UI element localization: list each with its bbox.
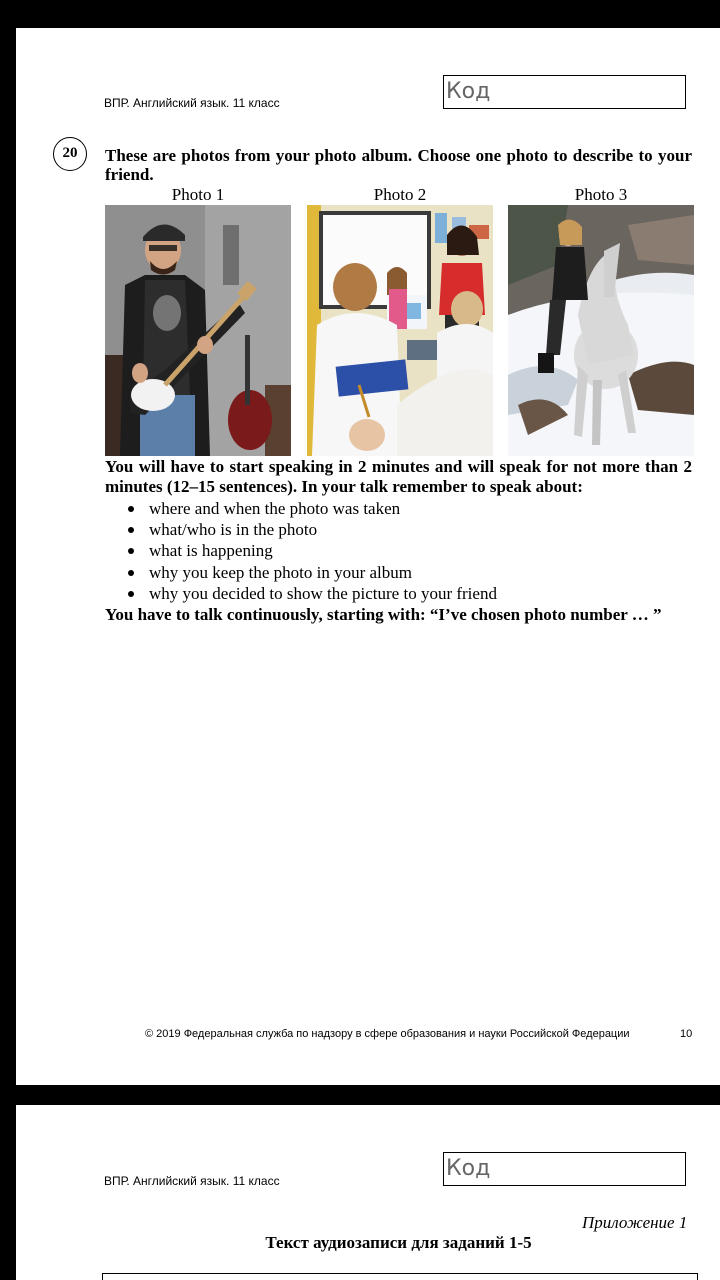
talking-points xyxy=(105,498,497,604)
transcript-table xyxy=(102,1273,698,1280)
page-footer: © 2019 Федеральная служба по надзору в сфере образования и науки Российской Федерации xyxy=(145,1028,630,1040)
page-number: 10 xyxy=(680,1028,693,1040)
appendix-title: Текст аудиозаписи для заданий 1-5 xyxy=(265,1233,532,1252)
list-item: what is happening xyxy=(105,540,497,561)
task-instructions: You will have to start speaking in 2 minutes and will speak for not more than 2 minutes (12–15 sentences). In your talk remember to speak about: xyxy=(105,457,692,496)
list-item: why you keep the photo in your album xyxy=(105,562,497,583)
list-item: where and when the photo was taken xyxy=(105,498,497,519)
horse-rider-photo xyxy=(508,205,694,456)
list-item: what/who is in the photo xyxy=(105,519,497,540)
list-item: why you decided to show the picture to your friend xyxy=(105,583,497,604)
page-header: ВПР. Английский язык. 11 класс xyxy=(104,1174,280,1188)
guitarist-photo xyxy=(105,205,291,456)
photo-1-caption: Photo 1 xyxy=(171,185,225,204)
bullet-icon xyxy=(128,506,134,512)
page-appendix xyxy=(16,1105,720,1280)
bullet-icon xyxy=(128,570,134,576)
classroom-photo xyxy=(307,205,493,456)
appendix-label: Приложение 1 xyxy=(582,1213,688,1232)
photo-2-caption: Photo 2 xyxy=(373,185,427,204)
question-number: 20 xyxy=(53,137,87,171)
page-10 xyxy=(16,28,720,1085)
page-header: ВПР. Английский язык. 11 класс xyxy=(104,96,280,110)
bullet-icon xyxy=(128,591,134,597)
task-prompt: These are photos from your photo album. Choose one photo to describe to your friend. xyxy=(105,146,692,184)
bullet-icon xyxy=(128,527,134,533)
closing-instruction: You have to talk continuously, starting with: “I’ve chosen photo number … ” xyxy=(105,605,662,624)
bullet-icon xyxy=(128,548,134,554)
code-field[interactable]: Код xyxy=(443,1152,686,1186)
photo-3-caption: Photo 3 xyxy=(574,185,628,204)
code-field[interactable]: Код xyxy=(443,75,686,109)
